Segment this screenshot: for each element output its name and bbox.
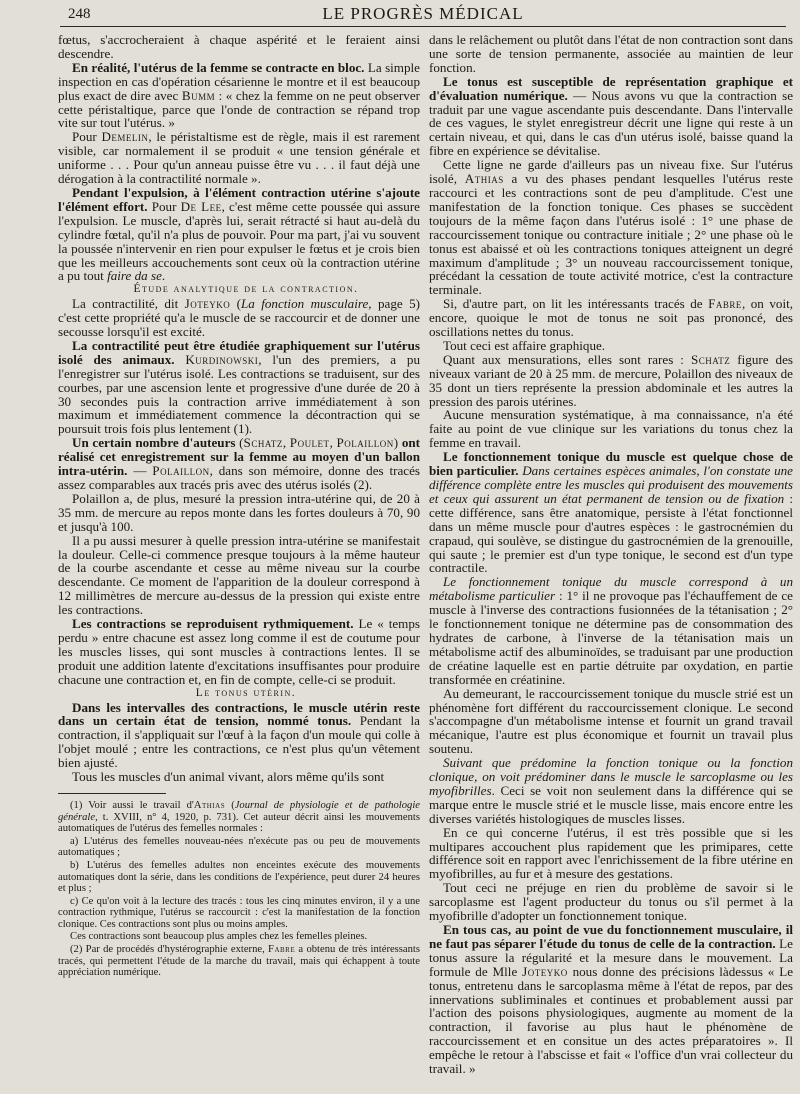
author-name: Athias [193, 799, 226, 811]
author-name: Fabre [708, 296, 742, 312]
author-name: Fabre [268, 944, 296, 956]
paragraph [429, 297, 793, 339]
paragraph-heading: Dans les intervalles des contractions, le muscle utérin reste dans un certain état de tension, nommé tonus. [58, 699, 420, 729]
paragraph-heading: Pendant l'expulsion, à l'élément contraction utérine s'ajoute l'élément effort. [58, 184, 420, 214]
text: Le « temps perdu » entre chacune est assez long comme il est de coutume pour les muscles lisses, qui sont muscles à contractions lentes. Il se produit une addition latente d'excitations insuffisantes pour produire chacune une contraction et, en fin de compte, celle-ci se produit. [58, 616, 420, 687]
paragraph [429, 75, 793, 158]
paragraph [429, 826, 793, 882]
text: , t. XVIII, n° 4, 1920, p. 731). Cet auteur décrit ainsi les mouvements automatiques de l'utérus des femelles normales : [58, 811, 420, 835]
paragraph [429, 450, 793, 575]
text: , [282, 435, 290, 451]
text: : 1° il ne provoque pas l'échauffement de ce muscle à l'inverse des contractions fusionnées de la tétanisation ; 2° le fonctionnement tonique ne détermine pas de consommation des hydrates de carbone, à l'inverse de la tétanisation mais un métabolisme actif des albuminoïdes, se traduisant par une production de créatine laquelle est en partie détruite par oxydation, en partie transformée en créatinine. [429, 588, 793, 687]
text: — [127, 463, 153, 479]
paragraph [58, 339, 420, 436]
text: ( [230, 296, 242, 312]
paragraph [58, 61, 420, 131]
right-column [429, 33, 793, 1076]
text: dans le relâchement ou plutôt dans l'état de non contraction sont dans une sorte de tension permanente, associée au maintien de leur fonction. [429, 32, 793, 75]
footnote-rule [58, 793, 166, 794]
footnote [58, 944, 420, 979]
text: , [329, 435, 337, 451]
author-name: Joteyko [522, 963, 568, 979]
paragraph [429, 158, 793, 297]
author-name: Schatz [243, 435, 283, 451]
text: , le péristaltisme est de règle, mais il est rarement visible, car normalement il se produit « une tension générale et uniforme . . . Pour qu'un anneau puisse être vu . . . il faut déjà une dérogation à la contractilité normale ». [58, 129, 420, 187]
text: Pour [72, 129, 102, 145]
paragraph [429, 575, 793, 686]
text: Tout ceci est affaire graphique. [443, 337, 606, 353]
page-number: 248 [68, 6, 91, 22]
text: La simple inspection en cas d'opération césarienne le montre et il est beaucoup plus exact de dire avec [58, 59, 420, 103]
paragraph [429, 353, 793, 409]
text: Il a pu aussi mesurer à quelle pression intra-utérine se manifestait la douleur. Celle-ci commence presque toujours à la même hauteur de la courbe ascendante et cesse au même niveau sur la courbe descendante. Ce moment de l'apparition de la douleur correspond à 12 millimètres de mercure au-dessus de la pression qui existe entre les contractions. [58, 532, 420, 618]
italic-text: La fonction musculaire [241, 296, 369, 312]
text: Pour [147, 198, 181, 214]
text: Le tonus assure la régularité et la mesure dans le mouvement. La formule de Mlle [429, 935, 793, 979]
author-name: Schatz [690, 351, 731, 367]
text: a obtenu de très intéressants tracés, qui permettent l'étude de la marche du travail, mais qui échappent à toute appréciation numérique. [58, 944, 420, 979]
paragraph-heading: Les contractions se reproduisent rythmiquement. [72, 616, 354, 632]
text: , page 5) c'est cette propriété qu'a le muscle de se raccourcir et de donner une secousse lorsqu'il est excité. [58, 296, 420, 340]
italic-text: faire da se [107, 268, 162, 284]
paragraph-heading: En réalité, l'utérus de la femme se contracte en bloc. [72, 59, 365, 75]
paragraph [58, 186, 420, 283]
italic-text: Le fonctionnement tonique du muscle correspond à un métabolisme particulier [429, 574, 793, 604]
author-name: Polaillon [336, 435, 394, 451]
footnote [58, 800, 420, 835]
text: Au demeurant, le raccourcissement tonique du muscle strié est un phénomène fort différent du raccourcissement clonique. Le second s'accompagne d'un métabolisme intense et fournit un grand travail mécanique, l'autre est plus économique et fournit un travail plus soutenu. [429, 685, 793, 757]
paragraph [58, 617, 420, 687]
text [175, 352, 186, 367]
paragraph [429, 687, 793, 757]
text: Pendant la contraction, il s'appliquait sur l'œuf à la façon d'un moule qui colle à l'objet moulé ; entre les contractions, ce n'est plus qu'un vêtement bien ajusté. [58, 713, 420, 771]
paragraph-heading: La contractilité peut être étudiée graphiquement sur l'utérus isolé des animaux. [58, 337, 420, 367]
text: — Nous avons vu que la contraction se traduit par une vague ascendante puis descendante. Dans l'intervalle de ces vagues, le stylet enregistreur décrit une ligne qui reste à un certain niveau, et qui, dans le cas d'un utérus isolé, baisse quand la fibre en expérience se dévitalise. [429, 87, 794, 159]
section-heading: Étude analytique de la contraction. [133, 283, 359, 296]
text: Tous les muscles d'un animal vivant, alors même qu'ils sont [72, 769, 385, 785]
text: Aucune mensuration systématique, à ma connaissance, n'a été faite au point de vue clinique sur les variations du tonus chez la femme en travail. [429, 407, 793, 451]
text: , c'est même cette poussée qui assure l'expulsion. Le muscle, d'après lui, serait rétracté si haut au-delà du cylindre fœtal, qu'il n'a plus de pouvoir. Pour ma part, j'ai vu souvent la poussée n'intervenir en rien pour expulser le fœtus et je crois bien que les meilleurs accouchements sont ceux où la contraction utérine a pu tout [58, 198, 420, 284]
footnote: Ces contractions sont beaucoup plus amples chez les femelles pleines. [70, 931, 368, 943]
text: (2) Par de procédés d'hystérographie externe, [70, 944, 269, 956]
running-title: LE PROGRÈS MÉDICAL [322, 4, 524, 23]
left-column [58, 33, 420, 980]
text: Quant aux mensurations, elles sont rares : [443, 351, 691, 367]
paragraph [58, 534, 420, 617]
page-header [60, 0, 786, 27]
paragraph-heading: ont réalisé cet enregistrement sur la femme au moyen d'un ballon intra-utérin. [58, 435, 421, 479]
author-name: Poulet [289, 435, 330, 451]
author-name: Demelin [101, 129, 149, 145]
paragraph [429, 881, 793, 923]
paragraph-heading: Le fonctionnement tonique du muscle est quelque chose de bien particulier. [429, 449, 793, 479]
paragraph [429, 756, 793, 826]
paragraph [58, 436, 420, 492]
text: ( [235, 435, 244, 451]
text: Si, d'autre part, on lit les intéressants tracés de [443, 296, 709, 312]
text: , on voit, encore, quoique le mot de tonus ne soit pas prononcé, des oscillations nettes du tonus. [429, 296, 793, 340]
italic-text: Journal de physiologie et de pathologie générale [58, 799, 420, 823]
paragraph [58, 701, 420, 771]
text: nous donne des précisions làdessus « Le tonus, entretenu dans le sarcoplasma même à l'état de repos, par des innervations subliminales et continues et probablement aussi par l'action des poisons physiologiques, augmente au moment de la contraction, il favorise au plus haut le phénomène de raccourcissement et en consitue un des actes préparatoires ». Il empêche le retour à l'abscisse et fait « l'office d'un vrai collecteur du travail. » [429, 963, 794, 1077]
italic-text: Dans certaines espèces animales, l'on constate une différence complète entre les muscles qui produisent des mouvements et ceux qui assurent un état permanent de tension ou de fixation [429, 463, 793, 506]
text: a vu des phases pendant lesquelles l'utérus reste raccourci et les contractions sont de peu d'amplitude. C'est une manifestation de la fonction tonique. Ces phases se succèdent toujours de la même façon dans l'utérus isolé : 1° une phase de raccourcissement tonique ou contracture initiale ; 2° une phase où le tonus est abaissé et où les contractions toniques atteignent un degré maximum d'amplitude ; 3° un nouveau raccourcissement tonique, précédant la cessation de toute activité motrice, c'est la contracture terminale. [429, 171, 793, 298]
text: : « chez la femme on ne peut observer cette péristaltique, parce que l'onde de contraction se répand trop vite sur tout l'utérus. » [58, 87, 420, 131]
paragraph [429, 923, 793, 1076]
paragraph [58, 770, 420, 784]
text: Tout ceci ne préjuge en rien du problème de savoir si le sarcoplasme est l'agent producteur du tonus ou s'il permet à la myofibrille d'adopter un fonctionnement tonique. [429, 880, 793, 924]
paragraph [58, 492, 420, 534]
paragraph [58, 130, 420, 186]
text: Polaillon a, de plus, mesuré la pression intra-utérine qui, de 20 à 35 mm. de mercure au repos monte dans les fortes douleurs à 70, 90 et jusqu'à 100. [58, 490, 420, 534]
section-heading: Le tonus utérin. [195, 686, 297, 699]
paragraph [429, 339, 793, 353]
footnote: c) Ce qu'on voit à la lecture des tracés : tous les cinq minutes environ, il y a une contraction rythmique, l'utérus se raccourcit : c'est la manifestation de la fonction clonique. Ces contractions sont plus ou moins amples. [58, 895, 420, 930]
paragraph [429, 33, 793, 75]
text: ) [393, 435, 402, 451]
paragraph [429, 408, 793, 450]
author-name: Athias [464, 171, 504, 187]
author-name: Bumm [181, 87, 216, 103]
text: En ce qui concerne l'utérus, il est très possible que si les multipares accouchent plus rapidement que les primipares, cette différence soit en rapport avec l'enrichissement de la fibre utérine en myofibrilles, au fur et à mesure des gestations. [429, 824, 793, 882]
text: , dans son mémoire, donne des tracés assez comparables aux tracés pris avec des utérus isolés (2). [58, 463, 421, 492]
text: . [161, 268, 166, 284]
paragraph [58, 297, 420, 339]
paragraph-heading: Un certain nombre d'auteurs [72, 435, 236, 451]
text: La contractilité, dit [72, 296, 185, 312]
text: : cette différence, sans être anatomique, persiste à l'état fonctionnel dans un même muscle pour d'autres espèces : le gastrocnémien du crapaud, qui soulève, se distingue du gastrocnémien de la grenouille, qui saute ; le premier est d'un type tonique, le second est d'un type contractile. [429, 490, 793, 576]
text: (1) Voir aussi le travail d' [70, 799, 194, 811]
paragraph [58, 33, 420, 61]
text: ( [225, 799, 235, 811]
italic-text: Suivant que prédomine la fonction tonique ou la fonction clonique, on voit prédominer dans le muscle le sarcoplasme ou les myofibrilles [429, 755, 793, 798]
footnote: a) L'utérus des femelles nouveau-nées n'exécute pas ou peu de mouvements automatiques ; [58, 835, 420, 859]
paragraph-heading: En tous cas, au point de vue du fonctionnement musculaire, il ne faut pas séparer l'étude du tonus de celle de la contraction. [429, 922, 793, 951]
author-name: Kurdinowski [185, 351, 259, 367]
text: Cette ligne ne garde d'ailleurs pas un niveau fixe. Sur l'utérus isolé, [429, 157, 793, 187]
footnote: b) L'utérus des femelles adultes non enceintes exécute des mouvements automatiques dont la série, dans les conditions de l'expérience, peut durer 24 heures et plus ; [58, 859, 420, 895]
text: fœtus, s'accrocheraient à chaque aspérité et le feraient ainsi descendre. [58, 32, 420, 61]
text: . Ceci se voit non seulement dans la différence qui se marque entre le muscle strié et le muscle lisse, mais encore entre les diverses variétés histologiques de muscles lisses. [429, 782, 793, 826]
author-name: Polaillon [152, 463, 210, 479]
text: figure des niveaux variant de 20 à 25 mm. de mercure, Polaillon des niveaux de 35 dont un tiers représente la pression abdominale et les autres la pression des parois utérines. [429, 351, 793, 409]
author-name: De Lee [180, 198, 222, 214]
footnotes [58, 800, 420, 979]
text: , l'un des premiers, a pu l'enregistrer sur l'utérus isolé. Les contractions se traduisent, sur des courbes, par une ascension lente et progressive d'une durée de 20 à 30 secondes puis la contraction arrive immédiatement à son maximum et immédiatement commence la décontraction qui se poursuit trois fois plus lentement (1). [58, 351, 420, 437]
paragraph-heading: Le tonus est susceptible de représentation graphique et d'évaluation numérique. [429, 73, 793, 103]
author-name: Joteyko [184, 296, 231, 312]
